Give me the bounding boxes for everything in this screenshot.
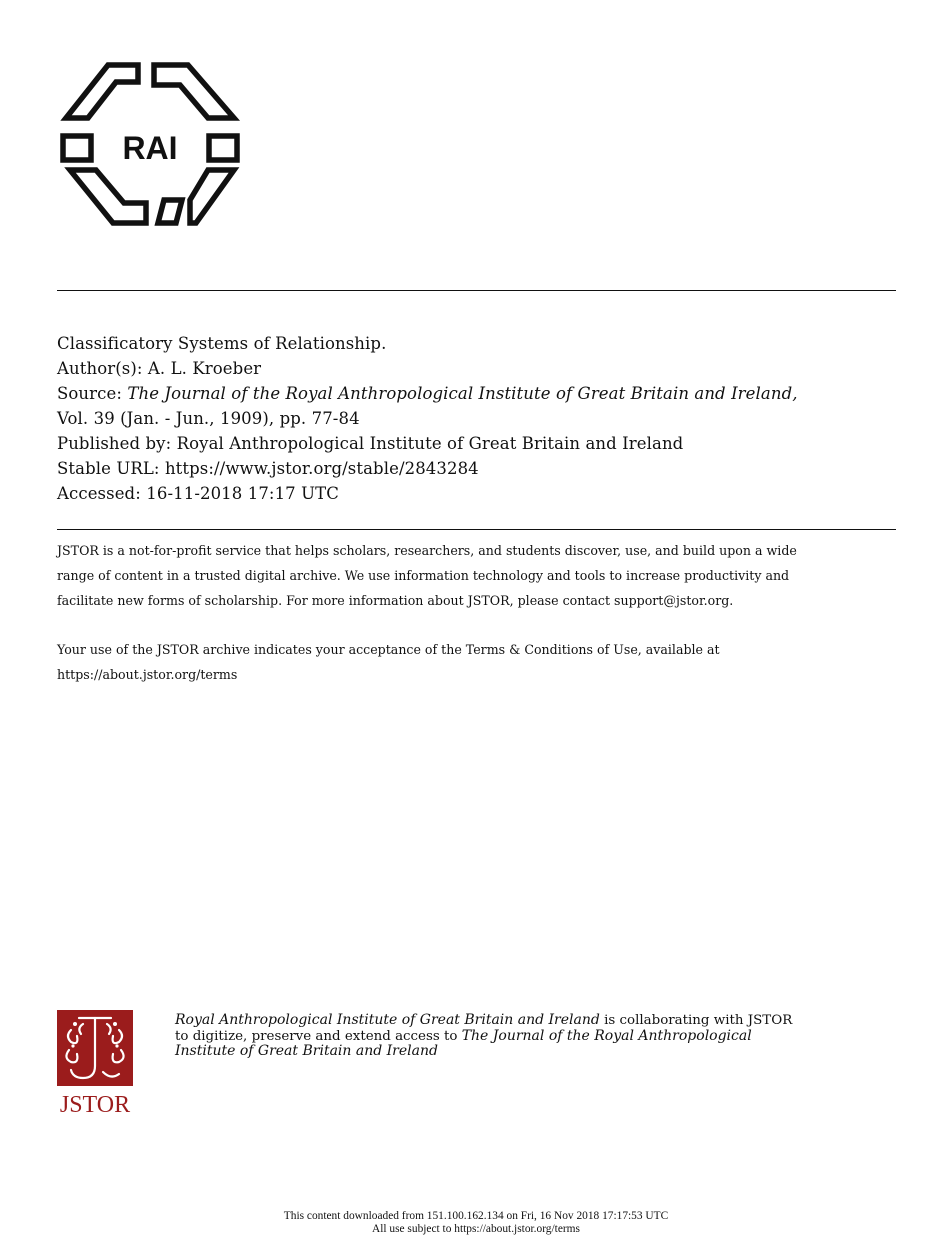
source-line (57, 381, 798, 406)
about-line: range of content in a trusted digital archive. We use information technology and tools to increase productivity and (57, 568, 790, 583)
author-name: A. L. Kroeber (147, 359, 262, 378)
collab-line (175, 1013, 865, 1029)
collab-line (175, 1044, 865, 1060)
middle-divider (57, 529, 896, 530)
about-line: JSTOR is a not-for-profit service that helps scholars, researchers, and students discover, use, and build upon a wide (57, 543, 797, 558)
collab-text: to digitize, preserve and extend access to (175, 1028, 462, 1044)
rai-logo-text: RAI (122, 130, 178, 166)
jstor-logo-text: JSTOR (59, 1092, 131, 1116)
collab-journal-cont: Institute of Great Britain and Ireland (175, 1043, 438, 1059)
publisher-name: Royal Anthropological Institute of Great Britain and Ireland (176, 434, 684, 453)
top-divider (57, 290, 896, 291)
collab-journal: The Journal of the Royal Anthropological (461, 1027, 752, 1044)
publisher-line (57, 431, 683, 456)
accessed-label: Accessed: (57, 484, 141, 503)
publisher-label: Published by: (57, 434, 172, 453)
author-line (57, 356, 261, 381)
article-title: Classificatory Systems of Relationship. (57, 334, 387, 353)
jstor-about-paragraph (57, 538, 897, 613)
footer-line: All use subject to https://about.jstor.org/terms (372, 1222, 580, 1235)
rai-logo (58, 60, 242, 228)
accessed-line (57, 481, 339, 506)
source-label: Source: (57, 384, 123, 403)
terms-paragraph (57, 637, 897, 687)
terms-link[interactable]: https://about.jstor.org/terms (57, 667, 238, 682)
collab-line (175, 1029, 865, 1045)
collab-text: is collaborating with JSTOR (599, 1013, 793, 1028)
terms-line: Your use of the JSTOR archive indicates your acceptance of the Terms & Conditions of Use, available at (57, 642, 720, 657)
accessed-date: 16-11-2018 17:17 UTC (146, 484, 339, 503)
download-footer (0, 1210, 952, 1235)
stable-url-label: Stable URL: (57, 459, 160, 478)
about-line: facilitate new forms of scholarship. For more information about JSTOR, please contact support@jstor.org. (57, 593, 734, 608)
collaboration-statement (175, 1013, 865, 1060)
jstor-logo (57, 1010, 133, 1116)
collab-org: Royal Anthropological Institute of Great Britain and Ireland (175, 1012, 600, 1028)
author-label: Author(s): (57, 359, 143, 378)
stable-url-link[interactable]: https://www.jstor.org/stable/2843284 (164, 459, 479, 478)
stable-url-line (57, 456, 479, 481)
source-journal: The Journal of the Royal Anthropological Institute of Great Britain and Ireland, (127, 384, 798, 403)
footer-line: This content downloaded from 151.100.162.134 on Fri, 16 Nov 2018 17:17:53 UTC (283, 1210, 669, 1222)
source-details: Vol. 39 (Jan. - Jun., 1909), pp. 77-84 (57, 409, 360, 428)
